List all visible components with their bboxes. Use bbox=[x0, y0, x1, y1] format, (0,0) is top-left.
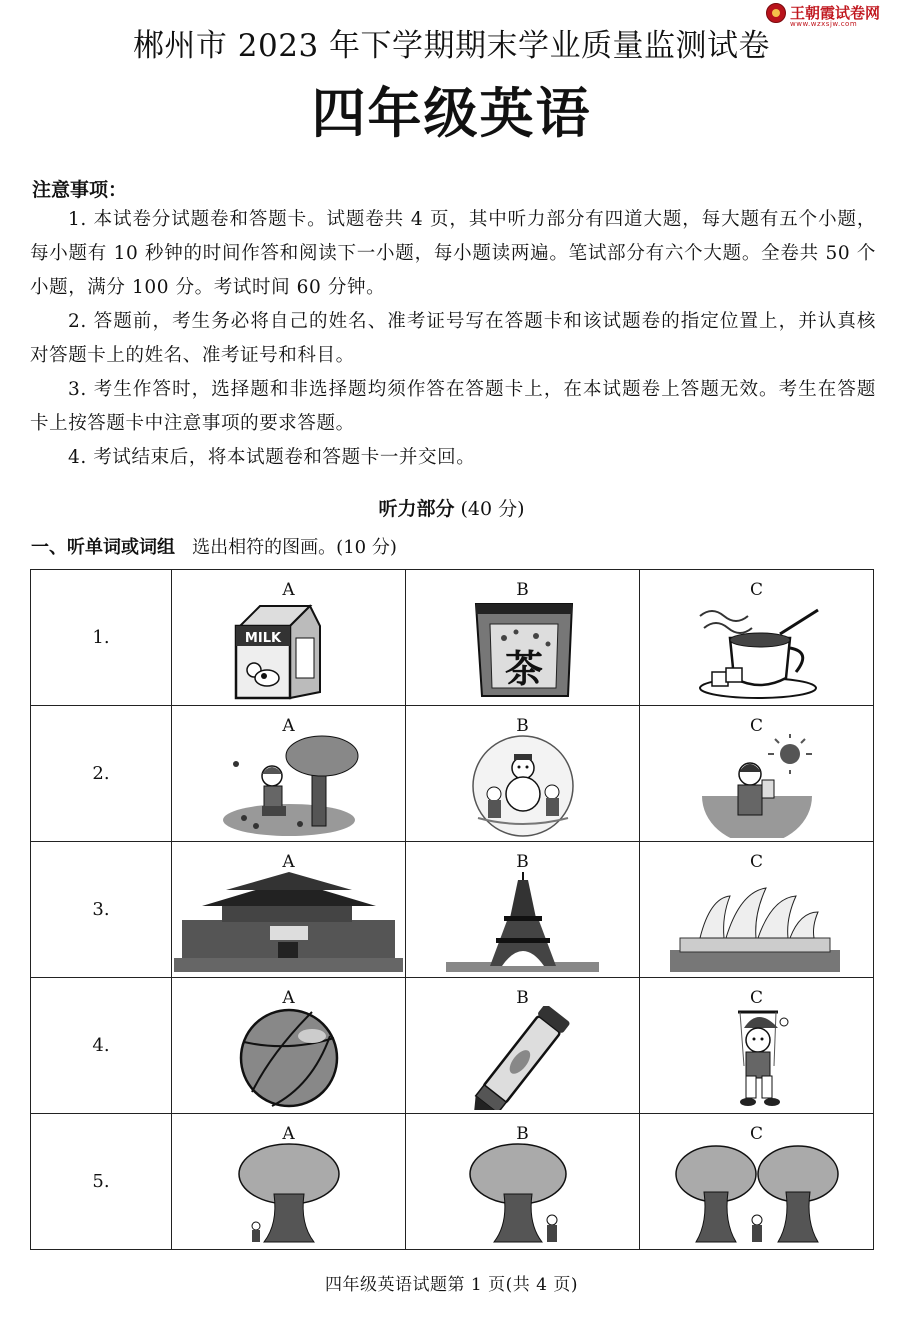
crayon-picture bbox=[406, 1006, 639, 1110]
watermark-brand: 王朝霞试卷网 bbox=[790, 3, 881, 22]
option-label: C bbox=[749, 1124, 763, 1144]
table-row bbox=[31, 842, 874, 978]
notice-item-3: 3. 考生作答时，选择题和非选择题均须作答在答题卡上，在本试题卷上答题无效。考生在答题卡上按答题卡中注意事项的要求答题。 bbox=[30, 379, 876, 434]
table-row bbox=[31, 1114, 874, 1250]
option-cell[interactable] bbox=[172, 842, 406, 978]
option-label: A bbox=[282, 580, 295, 600]
tea-bag-picture bbox=[406, 598, 639, 702]
tea-cup-picture bbox=[640, 598, 873, 702]
option-label: A bbox=[282, 1124, 295, 1144]
option-cell[interactable] bbox=[172, 570, 406, 706]
option-label: C bbox=[749, 988, 763, 1008]
notice-list bbox=[30, 203, 876, 475]
part1-instruction: 选出相符的图画。(10 分) bbox=[192, 537, 397, 558]
tea-label: 茶 bbox=[504, 647, 544, 691]
boy-between-trees-picture bbox=[640, 1142, 873, 1246]
table-row bbox=[31, 706, 874, 842]
winter-picture bbox=[406, 734, 639, 838]
listening-points: (40 分) bbox=[460, 498, 525, 520]
notice-item-2: 2. 答题前，考生务必将自己的姓名、准考证号写在答题卡和该试题卷的指定位置上，并认真核对答题卡上的姓名、准考证号和科目。 bbox=[30, 311, 876, 366]
option-cell[interactable] bbox=[640, 570, 874, 706]
option-cell[interactable] bbox=[406, 1114, 640, 1250]
option-cell[interactable] bbox=[640, 842, 874, 978]
part1-heading bbox=[31, 533, 397, 563]
boy-behind-tree-picture bbox=[172, 1142, 405, 1246]
seal-icon bbox=[766, 3, 786, 23]
option-cell[interactable] bbox=[406, 706, 640, 842]
notice-item-1: 1. 本试卷分试题卷和答题卡。试题卷共 4 页，其中听力部分有四道大题，每大题有五个小题，每小题有 10 秒钟的时间作答和阅读下一小题，每小题读两遍。笔试部分有六个大题。全卷共 50 个小题，满分 100 分。考试时间 60 分钟。 bbox=[30, 209, 876, 298]
listening-title: 听力部分 bbox=[378, 498, 455, 520]
option-cell[interactable] bbox=[406, 842, 640, 978]
ball-picture bbox=[172, 1006, 405, 1110]
option-label: A bbox=[282, 988, 295, 1008]
option-cell[interactable] bbox=[640, 978, 874, 1114]
table-row bbox=[31, 570, 874, 706]
notice-heading: 注意事项： bbox=[32, 179, 128, 201]
option-label: A bbox=[282, 852, 295, 872]
option-label: B bbox=[516, 580, 529, 600]
page-footer: 四年级英语试题第 1 页(共 4 页) bbox=[324, 1275, 578, 1295]
table-row bbox=[31, 978, 874, 1114]
question-number: 1. bbox=[31, 570, 172, 706]
sydney-opera-house-picture bbox=[640, 870, 873, 974]
option-label: C bbox=[749, 716, 763, 736]
option-label: C bbox=[749, 580, 763, 600]
question-number: 5. bbox=[31, 1114, 172, 1250]
option-cell[interactable] bbox=[172, 1114, 406, 1250]
milk-label: MILK bbox=[244, 631, 282, 646]
listening-section-title bbox=[0, 494, 903, 524]
option-label: B bbox=[516, 1124, 529, 1144]
watermark-url: www.wzxsjw.com bbox=[790, 20, 858, 28]
subject-title: 四年级英语 bbox=[311, 82, 592, 145]
option-cell[interactable] bbox=[640, 1114, 874, 1250]
option-label: B bbox=[516, 852, 529, 872]
option-cell[interactable] bbox=[406, 570, 640, 706]
option-cell[interactable] bbox=[172, 978, 406, 1114]
option-cell[interactable] bbox=[640, 706, 874, 842]
option-cell[interactable] bbox=[406, 978, 640, 1114]
part1-title: 一、听单词或词组 bbox=[31, 537, 175, 558]
question-number: 4. bbox=[31, 978, 172, 1114]
eiffel-tower-picture bbox=[406, 870, 639, 974]
question-number: 3. bbox=[31, 842, 172, 978]
puppet-picture bbox=[640, 1006, 873, 1110]
option-label: B bbox=[516, 716, 529, 736]
option-label: C bbox=[749, 852, 763, 872]
boy-beside-tree-picture bbox=[406, 1142, 639, 1246]
exam-title: 郴州市 2023 年下学期期末学业质量监测试卷 bbox=[132, 28, 771, 64]
tiananmen-picture bbox=[172, 870, 405, 974]
spring-picture bbox=[172, 734, 405, 838]
notice-item-4: 4. 考试结束后，将本试题卷和答题卡一并交回。 bbox=[68, 447, 476, 468]
picture-choice-table bbox=[30, 569, 874, 1250]
option-label: B bbox=[516, 988, 529, 1008]
option-cell[interactable] bbox=[172, 706, 406, 842]
option-label: A bbox=[282, 716, 295, 736]
milk-carton-picture bbox=[172, 598, 405, 702]
question-number: 2. bbox=[31, 706, 172, 842]
summer-picture bbox=[640, 734, 873, 838]
